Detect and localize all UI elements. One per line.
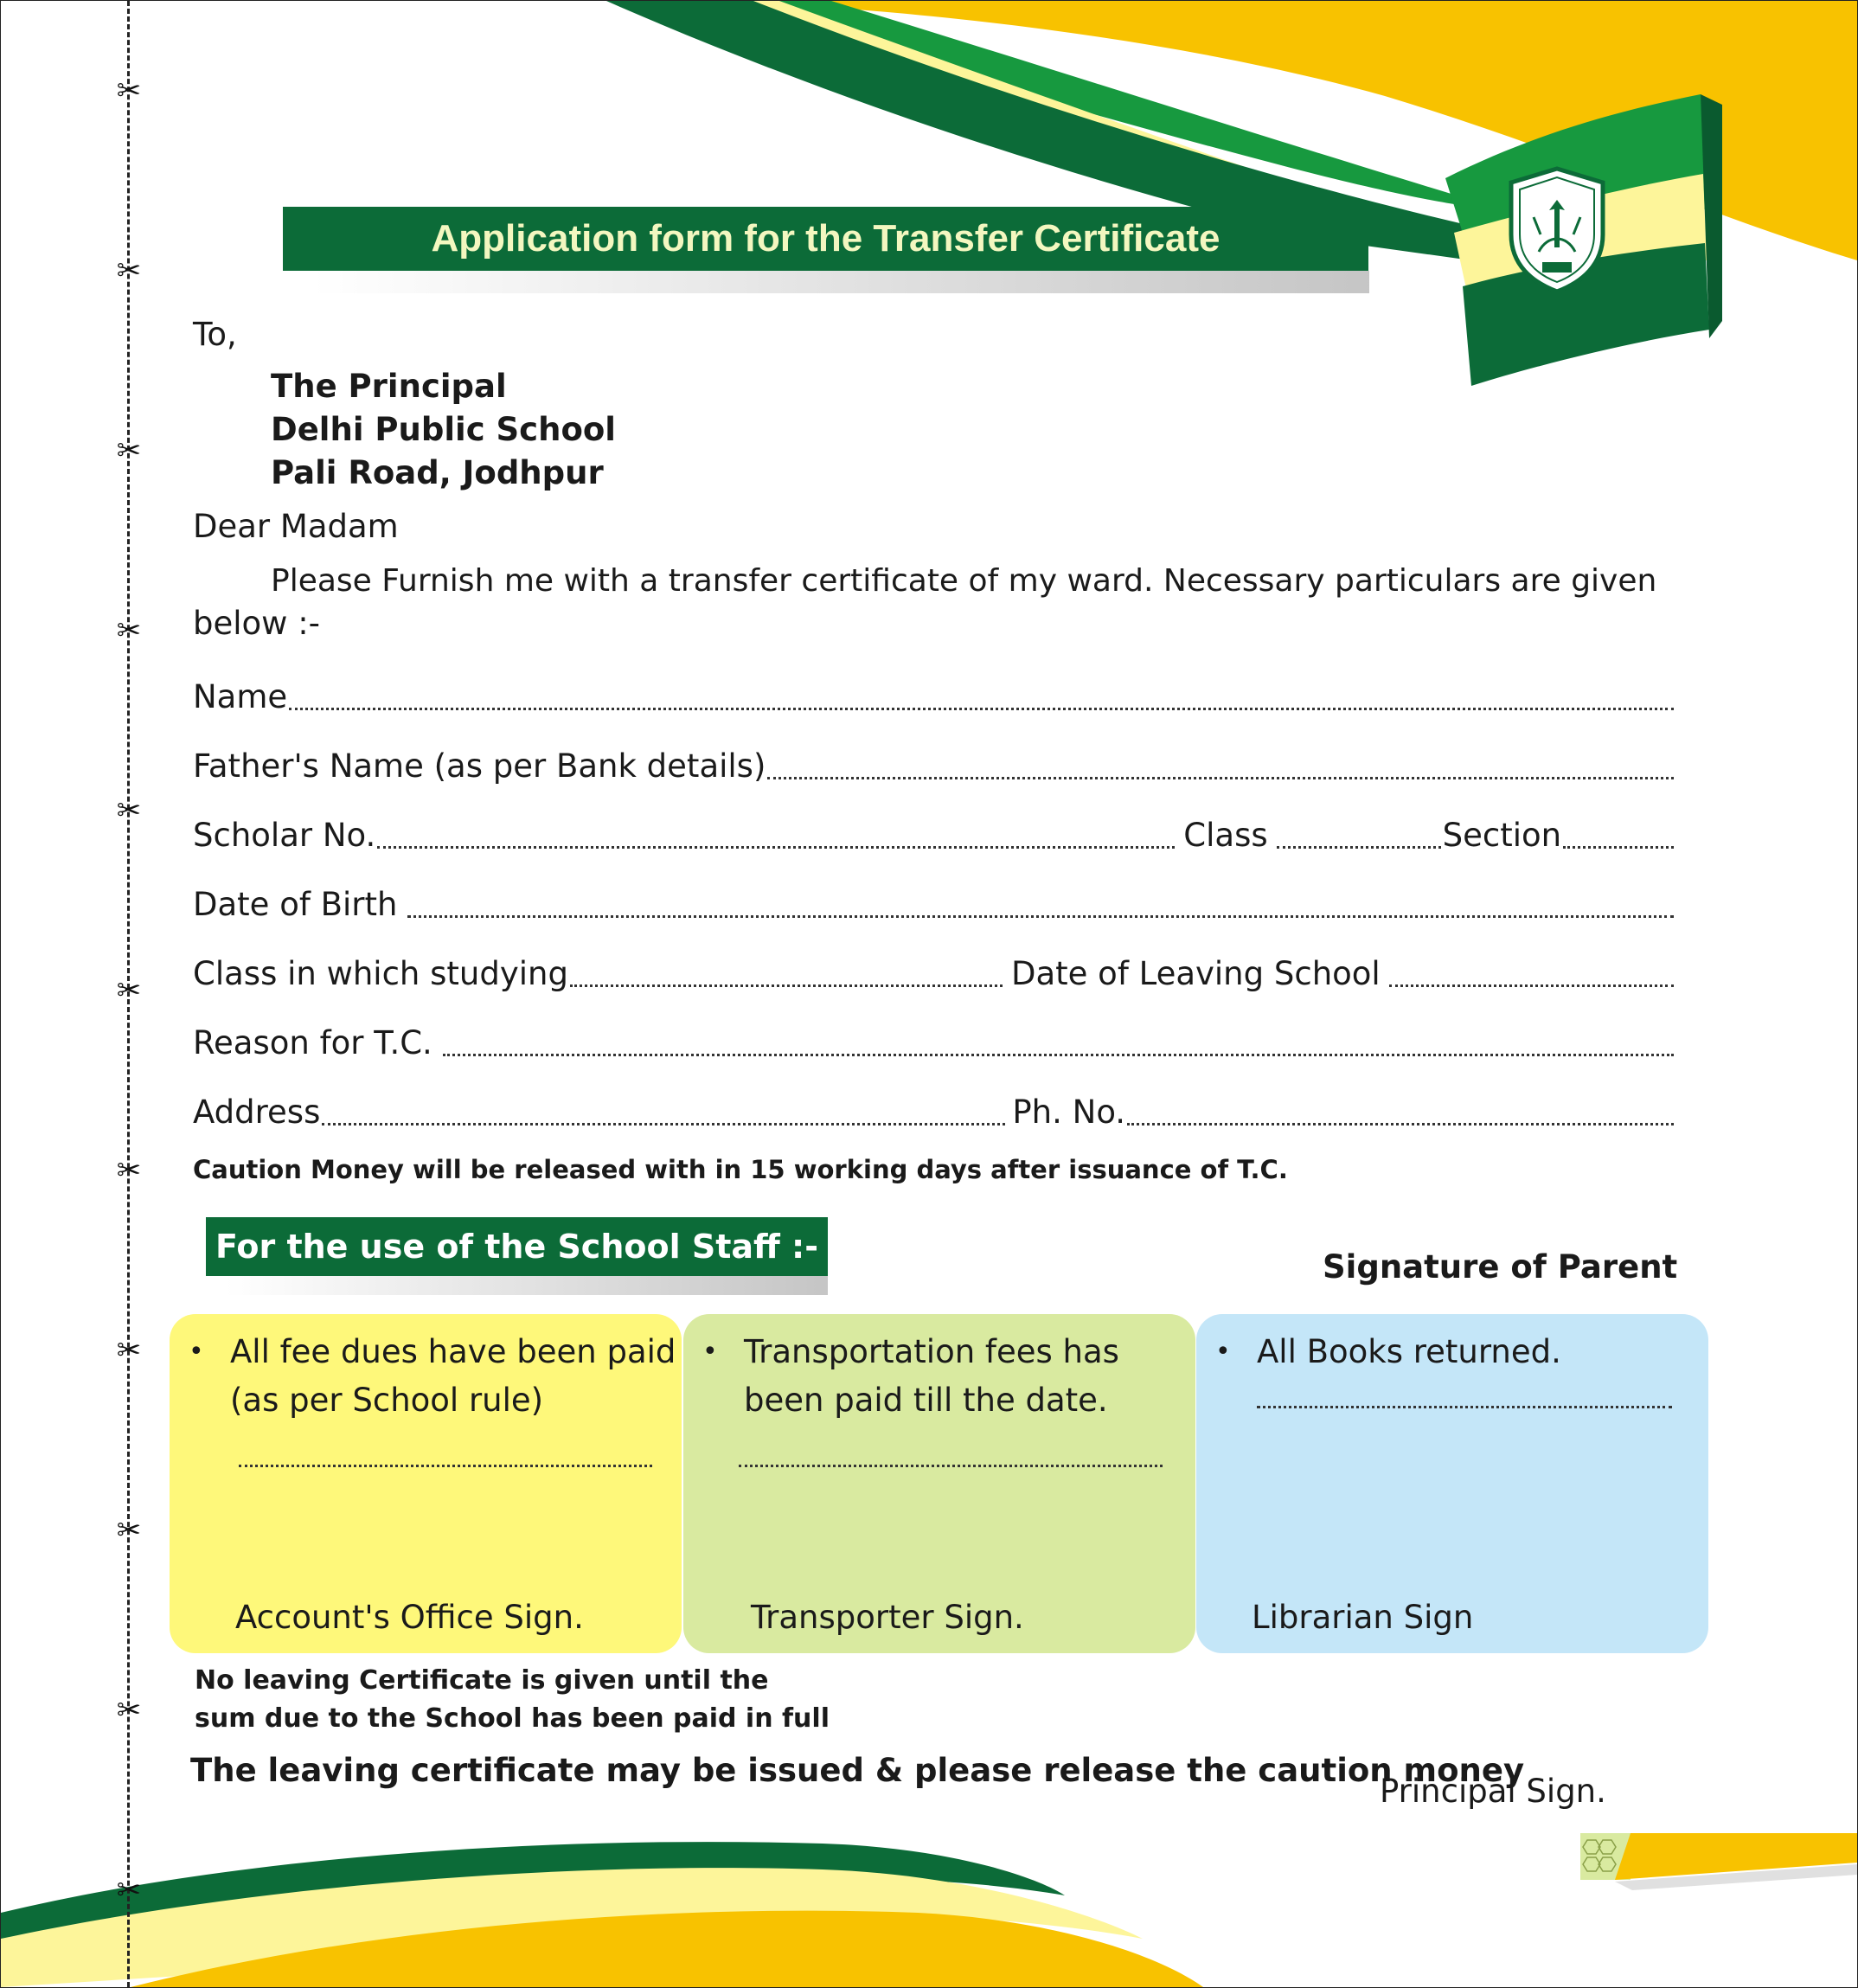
- scissors-icon: ✂: [116, 1693, 142, 1728]
- issue-statement: The leaving certificate may be issued & please release the caution money: [190, 1752, 1525, 1789]
- reason-label: Reason for T.C.: [193, 1024, 432, 1061]
- notice-line-1: No leaving Certificate is given until the: [195, 1665, 769, 1696]
- scissors-icon: ✂: [116, 1333, 142, 1368]
- scholar-no-label: Scholar No.: [193, 817, 376, 854]
- librarian-sign-line[interactable]: [1257, 1406, 1672, 1408]
- form-title: Application form for the Transfer Certificate: [283, 207, 1368, 271]
- class-input-line[interactable]: [1277, 846, 1441, 849]
- scissors-icon: ✂: [116, 613, 142, 648]
- class-studying-input-line[interactable]: [570, 984, 1003, 987]
- title-banner-shadow: [312, 271, 1369, 293]
- dob-label: Date of Birth: [193, 886, 398, 923]
- phone-label: Ph. No.: [1012, 1093, 1126, 1131]
- recipient-line-2: Delhi Public School: [271, 411, 616, 448]
- greeting: Dear Madam: [193, 508, 399, 545]
- address-phone-field[interactable]: [193, 1091, 1675, 1134]
- scissors-icon: ✂: [116, 1513, 142, 1548]
- address-label: Address: [193, 1093, 321, 1131]
- fathers-name-field[interactable]: [193, 745, 1675, 788]
- accounts-office-box: [170, 1314, 682, 1653]
- class-label: Class: [1183, 817, 1268, 854]
- scholar-class-section-field[interactable]: [193, 814, 1675, 857]
- accounts-office-sign-label: Account's Office Sign.: [235, 1599, 584, 1636]
- name-input-line[interactable]: [289, 708, 1674, 710]
- recipient-line-3: Pali Road, Jodhpur: [271, 454, 604, 491]
- scissors-icon: ✂: [116, 433, 142, 468]
- phone-input-line[interactable]: [1127, 1123, 1674, 1125]
- school-seal-logo: [1504, 165, 1610, 295]
- fathers-name-input-line[interactable]: [767, 777, 1674, 779]
- staff-banner-shadow: [226, 1276, 828, 1295]
- name-label: Name: [193, 678, 288, 715]
- section-input-line[interactable]: [1563, 846, 1674, 849]
- salutation-to: To,: [193, 316, 237, 353]
- parent-signature-label: Signature of Parent: [1323, 1248, 1678, 1286]
- section-label: Section: [1442, 817, 1562, 854]
- transporter-box: [683, 1314, 1195, 1653]
- date-leaving-label: Date of Leaving School: [1010, 955, 1381, 992]
- bullet-icon: •: [189, 1337, 204, 1367]
- fathers-name-label: Father's Name (as per Bank details): [193, 747, 766, 785]
- transport-fees-statement: Transportation fees has been paid till the date.: [744, 1333, 1119, 1419]
- staff-section-heading: For the use of the School Staff :-: [206, 1217, 828, 1276]
- scissors-icon: ✂: [116, 1873, 142, 1908]
- name-field[interactable]: [193, 676, 1675, 719]
- address-input-line[interactable]: [322, 1123, 1005, 1125]
- bottom-wave-decoration: [1, 1818, 1857, 1987]
- scissors-icon: ✂: [116, 253, 142, 288]
- caution-note: Caution Money will be released with in 15 working days after issuance of T.C.: [193, 1155, 1288, 1184]
- bottom-right-stripe-decoration: [1580, 1833, 1857, 1894]
- books-returned-statement: All Books returned.: [1257, 1333, 1561, 1370]
- scholar-no-input-line[interactable]: [377, 846, 1175, 849]
- transporter-sign-line[interactable]: [739, 1465, 1163, 1467]
- scissors-icon: ✂: [116, 74, 142, 108]
- accounts-sign-line[interactable]: [239, 1465, 652, 1467]
- bullet-icon: •: [702, 1337, 718, 1367]
- scissors-icon: ✂: [116, 973, 142, 1008]
- scissors-icon: ✂: [116, 793, 142, 828]
- date-leaving-input-line[interactable]: [1389, 984, 1674, 987]
- transporter-sign-label: Transporter Sign.: [751, 1599, 1024, 1636]
- dob-input-line[interactable]: [407, 915, 1674, 918]
- reason-field[interactable]: [193, 1022, 1675, 1065]
- librarian-sign-label: Librarian Sign: [1252, 1599, 1474, 1636]
- request-line-1: Please Furnish me with a transfer certificate of my ward. Necessary particulars are given: [271, 563, 1657, 599]
- notice-line-2: sum due to the School has been paid in full: [195, 1703, 830, 1734]
- recipient-line-1: The Principal: [271, 368, 507, 405]
- bullet-icon: •: [1215, 1337, 1231, 1367]
- request-line-2: below :-: [193, 605, 321, 642]
- class-leaving-field[interactable]: [193, 952, 1675, 996]
- dob-field[interactable]: [193, 883, 1675, 927]
- class-studying-label: Class in which studying: [193, 955, 568, 992]
- scissors-icon: ✂: [116, 1153, 142, 1188]
- librarian-box: [1196, 1314, 1708, 1653]
- principal-sign-label: Principal Sign.: [1380, 1773, 1606, 1810]
- reason-input-line[interactable]: [443, 1054, 1674, 1056]
- fee-dues-statement: All fee dues have been paid (as per School rule): [230, 1333, 676, 1419]
